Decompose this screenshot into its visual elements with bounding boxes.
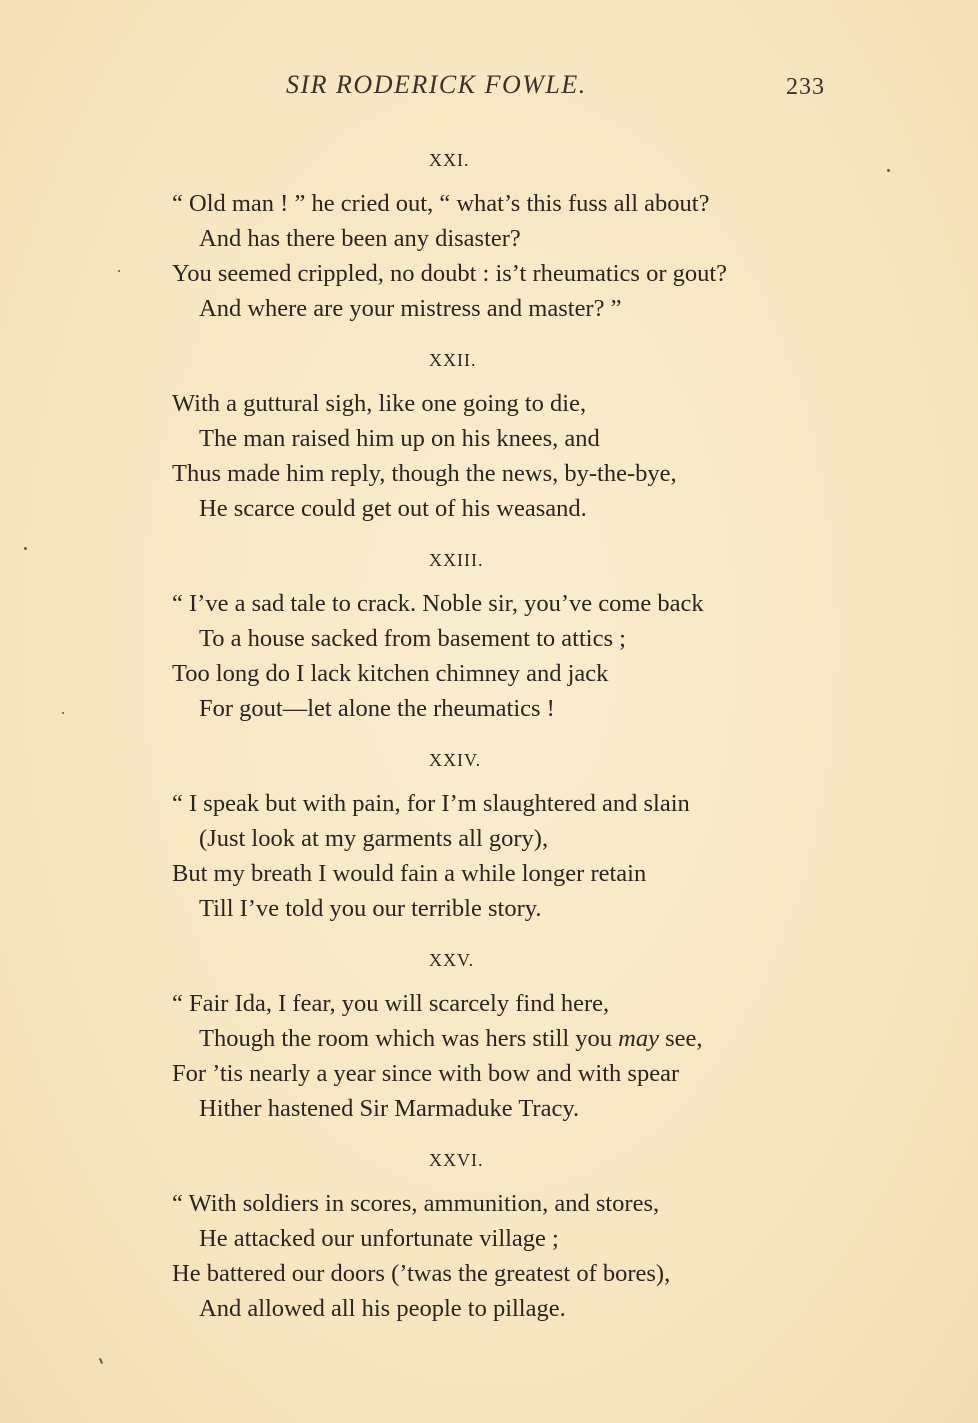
verse-line: To a house sacked from basement to attics ; — [199, 625, 626, 652]
verse-line: Hither hastened Sir Marmaduke Tracy. — [199, 1095, 580, 1122]
verse-line: “ Fair Ida, I fear, you will scarcely find here, — [172, 990, 610, 1017]
paper-speck — [24, 547, 27, 550]
paper-speck — [62, 712, 64, 714]
stanza-number: XXIII. — [429, 550, 484, 570]
verse-line: But my breath I would fain a while longer retain — [172, 860, 647, 887]
paper-speck — [887, 169, 890, 172]
page-number: 233 — [786, 74, 825, 100]
verse-line: “ I’ve a sad tale to crack. Noble sir, you’ve come back — [172, 590, 704, 617]
stanza-25 — [172, 947, 852, 1126]
verse-line: Too long do I lack kitchen chimney and jack — [172, 660, 609, 687]
running-head-title: SIR RODERICK FOWLE. — [286, 70, 587, 99]
verse-line: (Just look at my garments all gory), — [199, 825, 549, 852]
verse-line: The man raised him up on his knees, and — [199, 425, 600, 452]
verse-line-text: Though the room which was hers still you — [199, 1025, 613, 1052]
verse-line: With a guttural sigh, like one going to die, — [172, 390, 587, 417]
verse-line: And allowed all his people to pillage. — [199, 1295, 566, 1322]
verse-line: And has there been any disaster? — [199, 225, 521, 252]
verse-line: You seemed crippled, no doubt : is’t rheumatics or gout? — [172, 260, 728, 287]
verse-line — [172, 1021, 852, 1056]
verse-line-tail: see, — [659, 1025, 703, 1052]
stanza-24 — [172, 747, 852, 926]
stanza-number: XXII. — [429, 350, 477, 370]
emphasized-word: may — [618, 1025, 659, 1052]
verse-line: Till I’ve told you our terrible story. — [199, 895, 542, 922]
verse-line: “ Old man ! ” he cried out, “ what’s this fuss all about? — [172, 190, 710, 217]
verse-line: “ With soldiers in scores, ammunition, and stores, — [172, 1190, 660, 1217]
stanza-number: XXVI. — [429, 1150, 484, 1170]
verse-line: He attacked our unfortunate village ; — [199, 1225, 559, 1252]
paper-speck — [99, 1358, 103, 1364]
stanza-26 — [172, 1147, 852, 1326]
verse-line: He battered our doors (’twas the greatest of bores), — [172, 1260, 671, 1287]
paper-speck — [118, 270, 120, 272]
stanza-21 — [172, 147, 852, 326]
verse-line: For gout—let alone the rheumatics ! — [199, 695, 555, 722]
poem-body — [172, 147, 852, 1347]
verse-line: “ I speak but with pain, for I’m slaughtered and slain — [172, 790, 690, 817]
verse-line: And where are your mistress and master? ” — [199, 295, 622, 322]
stanza-number: XXIV. — [429, 750, 482, 770]
stanza-number: XXI. — [429, 150, 470, 170]
stanza-22 — [172, 347, 852, 526]
stanza-number: XXV. — [429, 950, 475, 970]
verse-line: He scarce could get out of his weasand. — [199, 495, 587, 522]
verse-line: Thus made him reply, though the news, by-the-bye, — [172, 460, 677, 487]
stanza-23 — [172, 547, 852, 726]
verse-line: For ’tis nearly a year since with bow and with spear — [172, 1060, 680, 1087]
